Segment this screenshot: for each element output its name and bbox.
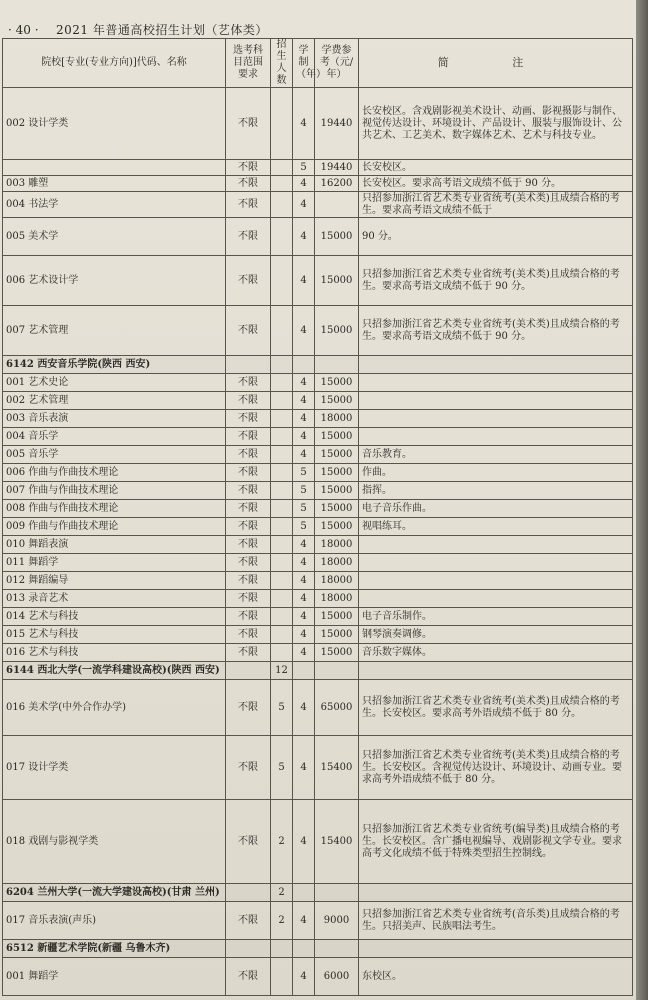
row-years-cell — [293, 884, 315, 902]
table-row — [3, 626, 633, 644]
enrollment-plan-table — [2, 38, 633, 996]
table-row — [3, 374, 633, 392]
row-name-cell: 016 艺术与科技 — [3, 644, 226, 662]
row-years-cell: 4 — [293, 736, 315, 800]
row-name-cell: 010 舞蹈表演 — [3, 536, 226, 554]
row-subject-req-cell: 不限 — [226, 680, 271, 736]
row-years-cell: 4 — [293, 626, 315, 644]
row-years-cell: 4 — [293, 88, 315, 160]
row-count-cell — [271, 356, 293, 374]
row-subject-req-cell: 不限 — [226, 218, 271, 256]
row-note-cell: 只招参加浙江省艺术类专业省统考(美术类)且成绩合格的考生。要求高考语文成绩不低于 90 分。 — [359, 306, 633, 356]
row-name-cell: 001 艺术史论 — [3, 374, 226, 392]
table-row — [3, 518, 633, 536]
row-name-cell: 6142 西安音乐学院(陕西 西安) — [3, 356, 226, 374]
row-note-cell — [359, 374, 633, 392]
row-years-cell: 4 — [293, 958, 315, 996]
table-row — [3, 572, 633, 590]
row-count-cell — [271, 958, 293, 996]
row-fee-cell: 15000 — [315, 644, 359, 662]
row-name-cell: 005 美术学 — [3, 218, 226, 256]
row-subject-req-cell: 不限 — [226, 256, 271, 306]
table-row — [3, 192, 633, 218]
row-count-cell — [271, 374, 293, 392]
row-years-cell: 4 — [293, 428, 315, 446]
row-count-cell — [271, 218, 293, 256]
school-row — [3, 940, 633, 958]
row-note-cell: 指挥。 — [359, 482, 633, 500]
row-name-cell: 016 美术学(中外合作办学) — [3, 680, 226, 736]
row-name-cell: 008 作曲与作曲技术理论 — [3, 500, 226, 518]
row-name-cell: 007 艺术管理 — [3, 306, 226, 356]
row-count-cell — [271, 572, 293, 590]
row-years-cell: 4 — [293, 256, 315, 306]
page-title: 2021 年普通高校招生计划（艺体类） — [56, 23, 268, 37]
row-note-cell: 钢琴演奏调修。 — [359, 626, 633, 644]
row-years-cell: 4 — [293, 176, 315, 192]
row-name-cell: 004 音乐学 — [3, 428, 226, 446]
row-name-cell: 018 戏剧与影视学类 — [3, 800, 226, 884]
row-name-cell: 001 舞蹈学 — [3, 958, 226, 996]
row-subject-req-cell: 不限 — [226, 88, 271, 160]
row-note-cell: 长安校区。含戏剧影视美术设计、动画、影视摄影与制作、视觉传达设计、环境设计、产品设计、服装与服饰设计、公共艺术、工艺美术、数字媒体艺术、艺术与科技专业。 — [359, 88, 633, 160]
col-header-years: 学制（年） — [293, 39, 315, 88]
row-subject-req-cell: 不限 — [226, 572, 271, 590]
table-row — [3, 428, 633, 446]
row-fee-cell: 6000 — [315, 958, 359, 996]
table-row — [3, 608, 633, 626]
row-note-cell — [359, 662, 633, 680]
row-subject-req-cell — [226, 884, 271, 902]
row-note-cell — [359, 590, 633, 608]
row-subject-req-cell: 不限 — [226, 644, 271, 662]
row-name-cell: 006 作曲与作曲技术理论 — [3, 464, 226, 482]
row-years-cell: 5 — [293, 482, 315, 500]
row-note-cell: 90 分。 — [359, 218, 633, 256]
row-subject-req-cell — [226, 662, 271, 680]
row-subject-req-cell: 不限 — [226, 446, 271, 464]
row-subject-req-cell — [226, 356, 271, 374]
row-subject-req-cell: 不限 — [226, 958, 271, 996]
row-name-cell — [3, 160, 226, 176]
row-count-cell — [271, 192, 293, 218]
row-years-cell — [293, 662, 315, 680]
row-fee-cell: 65000 — [315, 680, 359, 736]
row-name-cell: 6204 兰州大学(一流大学建设高校)(甘肃 兰州) — [3, 884, 226, 902]
row-fee-cell: 18000 — [315, 410, 359, 428]
row-note-cell: 音乐数字媒体。 — [359, 644, 633, 662]
row-subject-req-cell: 不限 — [226, 554, 271, 572]
row-count-cell: 2 — [271, 884, 293, 902]
table-row — [3, 306, 633, 356]
row-subject-req-cell: 不限 — [226, 518, 271, 536]
page-number: · 40 · — [8, 23, 39, 37]
page-edge-shadow — [636, 0, 648, 1000]
table-row — [3, 160, 633, 176]
row-note-cell: 只招参加浙江省艺术类专业省统考(编导类)且成绩合格的考生。长安校区。含广播电视编导、戏剧影视文学专业。要求高考文化成绩不低于特殊类型招生控制线。 — [359, 800, 633, 884]
row-count-cell — [271, 554, 293, 572]
table-row — [3, 88, 633, 160]
row-years-cell — [293, 940, 315, 958]
row-fee-cell: 18000 — [315, 536, 359, 554]
row-fee-cell: 15000 — [315, 482, 359, 500]
row-fee-cell: 18000 — [315, 554, 359, 572]
row-note-cell: 只招参加浙江省艺术类专业省统考(美术类)且成绩合格的考生。要求高考语文成绩不低于 — [359, 192, 633, 218]
row-count-cell — [271, 536, 293, 554]
table-row — [3, 590, 633, 608]
row-note-cell — [359, 572, 633, 590]
row-years-cell: 4 — [293, 608, 315, 626]
col-header-name: 院校[专业(专业方向)]代码、名称 — [3, 39, 226, 88]
row-fee-cell: 15000 — [315, 464, 359, 482]
row-years-cell: 4 — [293, 800, 315, 884]
row-name-cell: 009 作曲与作曲技术理论 — [3, 518, 226, 536]
row-fee-cell — [315, 192, 359, 218]
row-count-cell: 2 — [271, 902, 293, 940]
table-row — [3, 902, 633, 940]
row-years-cell: 4 — [293, 192, 315, 218]
row-fee-cell — [315, 884, 359, 902]
row-years-cell: 4 — [293, 374, 315, 392]
table-row — [3, 176, 633, 192]
row-note-cell: 长安校区。 — [359, 160, 633, 176]
row-fee-cell: 15000 — [315, 392, 359, 410]
row-note-cell: 电子音乐作曲。 — [359, 500, 633, 518]
row-years-cell: 4 — [293, 410, 315, 428]
row-count-cell — [271, 176, 293, 192]
row-subject-req-cell: 不限 — [226, 902, 271, 940]
row-note-cell — [359, 536, 633, 554]
row-count-cell — [271, 160, 293, 176]
row-years-cell: 4 — [293, 536, 315, 554]
row-years-cell: 4 — [293, 218, 315, 256]
table-body — [3, 88, 633, 996]
row-years-cell: 5 — [293, 500, 315, 518]
row-fee-cell: 15000 — [315, 608, 359, 626]
table-row — [3, 736, 633, 800]
row-count-cell — [271, 608, 293, 626]
row-note-cell — [359, 884, 633, 902]
row-subject-req-cell: 不限 — [226, 464, 271, 482]
row-fee-cell: 15000 — [315, 256, 359, 306]
row-count-cell — [271, 644, 293, 662]
row-note-cell — [359, 940, 633, 958]
row-name-cell: 014 艺术与科技 — [3, 608, 226, 626]
row-fee-cell: 15000 — [315, 374, 359, 392]
row-count-cell: 12 — [271, 662, 293, 680]
row-subject-req-cell: 不限 — [226, 800, 271, 884]
row-name-cell: 006 艺术设计学 — [3, 256, 226, 306]
row-subject-req-cell: 不限 — [226, 736, 271, 800]
row-count-cell — [271, 446, 293, 464]
row-years-cell — [293, 356, 315, 374]
row-fee-cell: 15000 — [315, 500, 359, 518]
row-note-cell: 长安校区。要求高考语文成绩不低于 90 分。 — [359, 176, 633, 192]
row-name-cell: 003 音乐表演 — [3, 410, 226, 428]
row-fee-cell: 15000 — [315, 518, 359, 536]
row-count-cell — [271, 590, 293, 608]
row-fee-cell: 15000 — [315, 626, 359, 644]
row-fee-cell — [315, 940, 359, 958]
row-years-cell: 4 — [293, 554, 315, 572]
row-note-cell — [359, 410, 633, 428]
row-fee-cell: 15400 — [315, 800, 359, 884]
row-name-cell: 003 雕塑 — [3, 176, 226, 192]
row-note-cell: 只招参加浙江省艺术类专业省统考(美术类)且成绩合格的考生。要求高考语文成绩不低于 90 分。 — [359, 256, 633, 306]
row-fee-cell: 9000 — [315, 902, 359, 940]
row-count-cell — [271, 518, 293, 536]
row-subject-req-cell: 不限 — [226, 626, 271, 644]
row-subject-req-cell: 不限 — [226, 608, 271, 626]
row-years-cell: 5 — [293, 518, 315, 536]
row-subject-req-cell: 不限 — [226, 392, 271, 410]
row-fee-cell: 15400 — [315, 736, 359, 800]
row-years-cell: 4 — [293, 572, 315, 590]
row-years-cell: 4 — [293, 644, 315, 662]
row-fee-cell: 15000 — [315, 306, 359, 356]
table-header-row — [3, 39, 633, 88]
row-name-cell: 017 音乐表演(声乐) — [3, 902, 226, 940]
row-years-cell: 4 — [293, 392, 315, 410]
row-note-cell: 音乐教育。 — [359, 446, 633, 464]
col-header-subject-req: 选考科目范围要求 — [226, 39, 271, 88]
table-row — [3, 256, 633, 306]
row-subject-req-cell: 不限 — [226, 482, 271, 500]
row-subject-req-cell: 不限 — [226, 536, 271, 554]
row-name-cell: 007 作曲与作曲技术理论 — [3, 482, 226, 500]
row-years-cell: 4 — [293, 902, 315, 940]
row-years-cell: 4 — [293, 680, 315, 736]
table-row — [3, 446, 633, 464]
table-row — [3, 644, 633, 662]
row-subject-req-cell: 不限 — [226, 428, 271, 446]
col-header-note: 简 注 — [359, 39, 633, 88]
row-note-cell: 视唱练耳。 — [359, 518, 633, 536]
row-name-cell: 002 设计学类 — [3, 88, 226, 160]
row-count-cell — [271, 306, 293, 356]
row-name-cell: 004 书法学 — [3, 192, 226, 218]
row-fee-cell: 15000 — [315, 428, 359, 446]
row-name-cell: 6512 新疆艺术学院(新疆 乌鲁木齐) — [3, 940, 226, 958]
row-years-cell: 5 — [293, 464, 315, 482]
row-count-cell: 2 — [271, 800, 293, 884]
row-subject-req-cell: 不限 — [226, 590, 271, 608]
row-count-cell: 5 — [271, 680, 293, 736]
school-row — [3, 356, 633, 374]
row-name-cell: 017 设计学类 — [3, 736, 226, 800]
row-subject-req-cell: 不限 — [226, 176, 271, 192]
page-header — [6, 20, 636, 40]
row-fee-cell: 15000 — [315, 218, 359, 256]
school-row — [3, 884, 633, 902]
row-name-cell: 005 音乐学 — [3, 446, 226, 464]
row-years-cell: 4 — [293, 446, 315, 464]
row-fee-cell: 18000 — [315, 590, 359, 608]
row-subject-req-cell: 不限 — [226, 410, 271, 428]
row-count-cell — [271, 626, 293, 644]
row-subject-req-cell — [226, 940, 271, 958]
row-subject-req-cell: 不限 — [226, 192, 271, 218]
row-note-cell — [359, 554, 633, 572]
row-note-cell: 只招参加浙江省艺术类专业省统考(美术类)且成绩合格的考生。长安校区。含视觉传达设计、环境设计、动画专业。要求高考外语成绩不低于 80 分。 — [359, 736, 633, 800]
col-header-count: 招生人数 — [271, 39, 293, 88]
row-note-cell — [359, 356, 633, 374]
row-note-cell: 电子音乐制作。 — [359, 608, 633, 626]
row-count-cell — [271, 428, 293, 446]
table-row — [3, 464, 633, 482]
row-note-cell — [359, 428, 633, 446]
row-fee-cell: 18000 — [315, 572, 359, 590]
row-count-cell — [271, 392, 293, 410]
row-count-cell — [271, 500, 293, 518]
row-name-cell: 012 舞蹈编导 — [3, 572, 226, 590]
row-name-cell: 013 录音艺术 — [3, 590, 226, 608]
row-note-cell: 只招参加浙江省艺术类专业省统考(美术类)且成绩合格的考生。长安校区。要求高考外语成绩不低于 80 分。 — [359, 680, 633, 736]
row-fee-cell: 19440 — [315, 160, 359, 176]
row-subject-req-cell: 不限 — [226, 374, 271, 392]
table-row — [3, 800, 633, 884]
row-name-cell: 002 艺术管理 — [3, 392, 226, 410]
row-name-cell: 015 艺术与科技 — [3, 626, 226, 644]
row-note-cell — [359, 392, 633, 410]
row-fee-cell: 15000 — [315, 446, 359, 464]
row-fee-cell: 19440 — [315, 88, 359, 160]
table-row — [3, 392, 633, 410]
table-row — [3, 958, 633, 996]
table-row — [3, 554, 633, 572]
row-name-cell: 011 舞蹈学 — [3, 554, 226, 572]
row-count-cell — [271, 464, 293, 482]
table-row — [3, 536, 633, 554]
row-count-cell — [271, 88, 293, 160]
col-header-fee: 学费参考（元/年） — [315, 39, 359, 88]
table-row — [3, 680, 633, 736]
row-fee-cell — [315, 356, 359, 374]
row-years-cell: 4 — [293, 306, 315, 356]
school-row — [3, 662, 633, 680]
row-count-cell — [271, 482, 293, 500]
row-years-cell: 4 — [293, 590, 315, 608]
table-row — [3, 500, 633, 518]
row-count-cell — [271, 940, 293, 958]
row-subject-req-cell: 不限 — [226, 160, 271, 176]
row-subject-req-cell: 不限 — [226, 500, 271, 518]
row-subject-req-cell: 不限 — [226, 306, 271, 356]
row-count-cell: 5 — [271, 736, 293, 800]
row-name-cell: 6144 西北大学(一流学科建设高校)(陕西 西安) — [3, 662, 226, 680]
row-note-cell: 作曲。 — [359, 464, 633, 482]
row-count-cell — [271, 256, 293, 306]
row-fee-cell — [315, 662, 359, 680]
row-count-cell — [271, 410, 293, 428]
table-row — [3, 218, 633, 256]
table-row — [3, 482, 633, 500]
row-note-cell: 东校区。 — [359, 958, 633, 996]
row-years-cell: 5 — [293, 160, 315, 176]
table-row — [3, 410, 633, 428]
row-fee-cell: 16200 — [315, 176, 359, 192]
row-note-cell: 只招参加浙江省艺术类专业省统考(音乐类)且成绩合格的考生。只招美声、民族唱法考生。 — [359, 902, 633, 940]
